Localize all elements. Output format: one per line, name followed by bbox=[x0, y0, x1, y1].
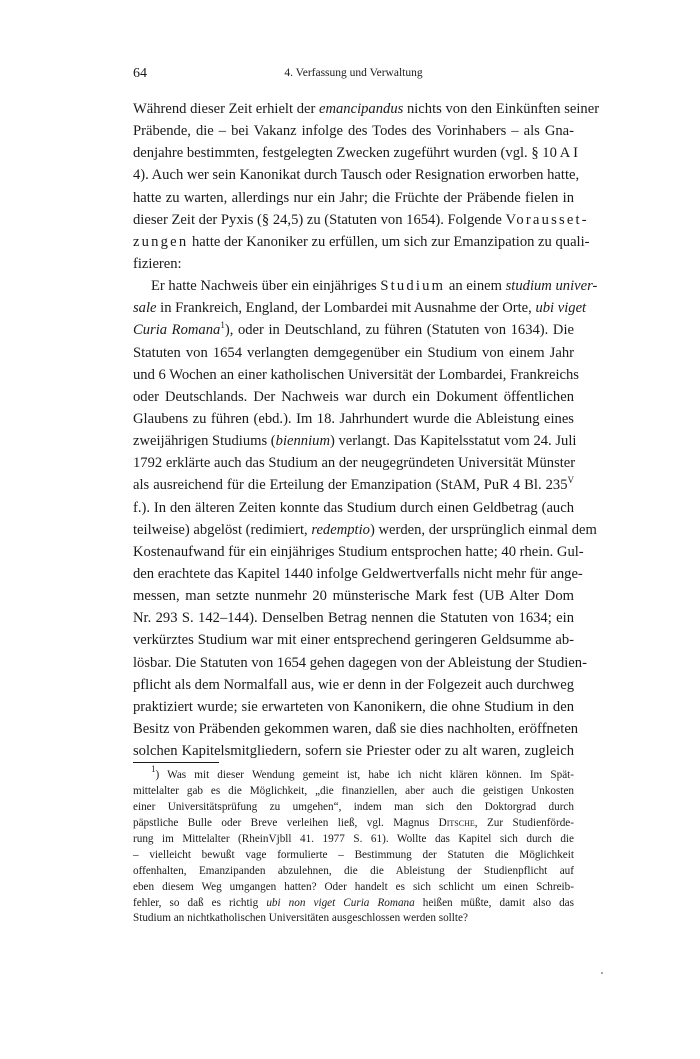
footnote-line: eben diesem Weg umgangen hatten? Oder handelt es sich schlicht um einen Schreib- bbox=[133, 880, 574, 893]
text-line: und 6 Wochen an einer katholischen Universität der Lombardei, Frankreichs bbox=[133, 366, 579, 383]
text-line: Curia Romana$^1$), oder in Deutschland, zu führen (Statuten von 1634). Die bbox=[133, 320, 574, 339]
text-line: pflicht als dem Normalfall aus, wie er denn in der Folgezeit auch durchweg bbox=[133, 676, 574, 693]
footnote-line: mittelalter gab es die Möglichkeit, „die finanziellen, aber auch die geistigen Unkosten bbox=[133, 784, 574, 797]
text-line: Präbende, die – bei Vakanz infolge des Todes des Vorinhabers – als Gna- bbox=[133, 123, 574, 140]
footnote-number: 1 bbox=[151, 764, 156, 774]
footnote-line: $^1$) Was mit dieser Wendung gemeint ist, habe ich nicht klären können. Im Spät- bbox=[151, 764, 574, 781]
text-line: Er hatte Nachweis über ein einjähriges Studium an einem studium univer- bbox=[151, 278, 598, 295]
footnote-marker: 1 bbox=[220, 320, 225, 331]
text-line: dieser Zeit der Pyxis (§ 24,5) zu (Statuten von 1654). Folgende Vorausset- bbox=[133, 211, 589, 228]
text-line: f.). In den älteren Zeiten konnte das Studium durch einen Geldbetrag (auch bbox=[133, 499, 574, 516]
text-line: denjahre bestimmten, festgelegten Zwecken zugeführt wurden (vgl. § 10 A I bbox=[133, 145, 578, 162]
text-line: als ausreichend für die Erteilung der Emanzipation (StAM, PuR 4 Bl. $235^V$ bbox=[133, 475, 574, 494]
text-line: Kostenaufwand für ein einjähriges Studium entsprochen hatte; 40 rhein. Gul- bbox=[133, 543, 584, 560]
footnote-line: rung im Mittelalter (RheinVjbll 41. 1977 S. 61). Wollte das Kapitel sich durch die bbox=[133, 832, 574, 845]
text-line: Besitz von Präbenden gekommen waren, daß sie dies nachholten, eröffneten bbox=[133, 720, 579, 737]
text-line: lösbar. Die Statuten von 1654 gehen dagegen von der Ableistung der Studien- bbox=[133, 654, 587, 671]
footnote bbox=[133, 764, 574, 927]
text-line: zweijährigen Studiums (biennium) verlangt. Das Kapitelsstatut vom 24. Juli bbox=[133, 433, 577, 450]
footnote-line: päpstliche Bulle oder Breve verleihen ließ, vgl. Magnus Ditsche, Zur Studienförde- bbox=[133, 816, 574, 829]
text-line: teilweise) abgelöst (redimiert, redemptio) werden, der ursprünglich einmal dem bbox=[133, 521, 597, 538]
footnote-divider bbox=[133, 762, 219, 763]
footnote-line: Studium an nichtkatholischen Universitäten ausgeschlossen werden sollte? bbox=[133, 912, 468, 925]
text-line: Nr. 293 S. 142–144). Denselben Betrag nennen die Statuten von 1634; ein bbox=[133, 610, 574, 627]
text-line: 4). Auch wer sein Kanonikat durch Tausch oder Resignation erworben hatte, bbox=[133, 167, 580, 184]
page-number: 64 bbox=[133, 66, 147, 81]
text-line: den erachtete das Kapitel 1440 infolge Geldwertverfalls nicht mehr für ange- bbox=[133, 565, 583, 582]
text-line: 1792 erklärte auch das Studium an der neugegründeten Universität Münster bbox=[133, 455, 576, 472]
body-text bbox=[133, 98, 600, 762]
text-line: sale in Frankreich, England, der Lombardei mit Ausnahme der Orte, ubi viget bbox=[133, 300, 587, 317]
text-line: verkürztes Studium war mit einer entsprechend geringeren Geldsumme ab- bbox=[133, 632, 574, 649]
page-header bbox=[133, 66, 574, 84]
text-line: Statuten von 1654 verlangten demgegenüber ein Studium von einem Jahr bbox=[133, 344, 574, 361]
footnote-line: offenhalten, Emanzipanden abzulehnen, die die Ableistung der Studienpflicht auf bbox=[133, 864, 574, 877]
text-line: Glaubens zu führen (ebd.). Im 18. Jahrhundert wurde die Ableistung eines bbox=[133, 410, 574, 427]
running-head: 4. Verfassung und Verwaltung bbox=[284, 67, 423, 79]
footnote-line: einer Universitätsprüfung zu umgehen“, indem man sich den Doktorgrad durch bbox=[133, 800, 574, 813]
text-line: messen, man setzte nunmehr 20 münsterische Mark fest (UB Alter Dom bbox=[133, 588, 574, 605]
footnote-line: fehler, so daß es richtig ubi non viget Curia Romana heißen müßte, damit also das bbox=[133, 896, 574, 909]
text-line: oder Deutschlands. Der Nachweis war durch ein Dokument öffentlichen bbox=[133, 388, 574, 405]
text-line: fizieren: bbox=[133, 255, 182, 272]
text-line: praktiziert wurde; sie erwarteten von Kanonikern, die ohne Studium in den bbox=[133, 698, 574, 715]
footnote-line: – vielleicht bewußt vage formulierte – Bestimmung der Statuten die Möglichkeit bbox=[133, 848, 574, 861]
text-line: solchen Kapitelsmitgliedern, sofern sie Priester oder zu alt waren, zugleich bbox=[133, 743, 574, 760]
text-line: hatte zu warten, allerdings nur ein Jahr; die Früchte der Präbende fielen in bbox=[133, 189, 574, 206]
text-line: zungen hatte der Kanoniker zu erfüllen, um sich zur Emanzipation zu quali- bbox=[133, 233, 590, 250]
scan-speck bbox=[601, 972, 603, 974]
text-line: Während dieser Zeit erhielt der emancipandus nichts von den Einkünften seiner bbox=[133, 101, 600, 117]
